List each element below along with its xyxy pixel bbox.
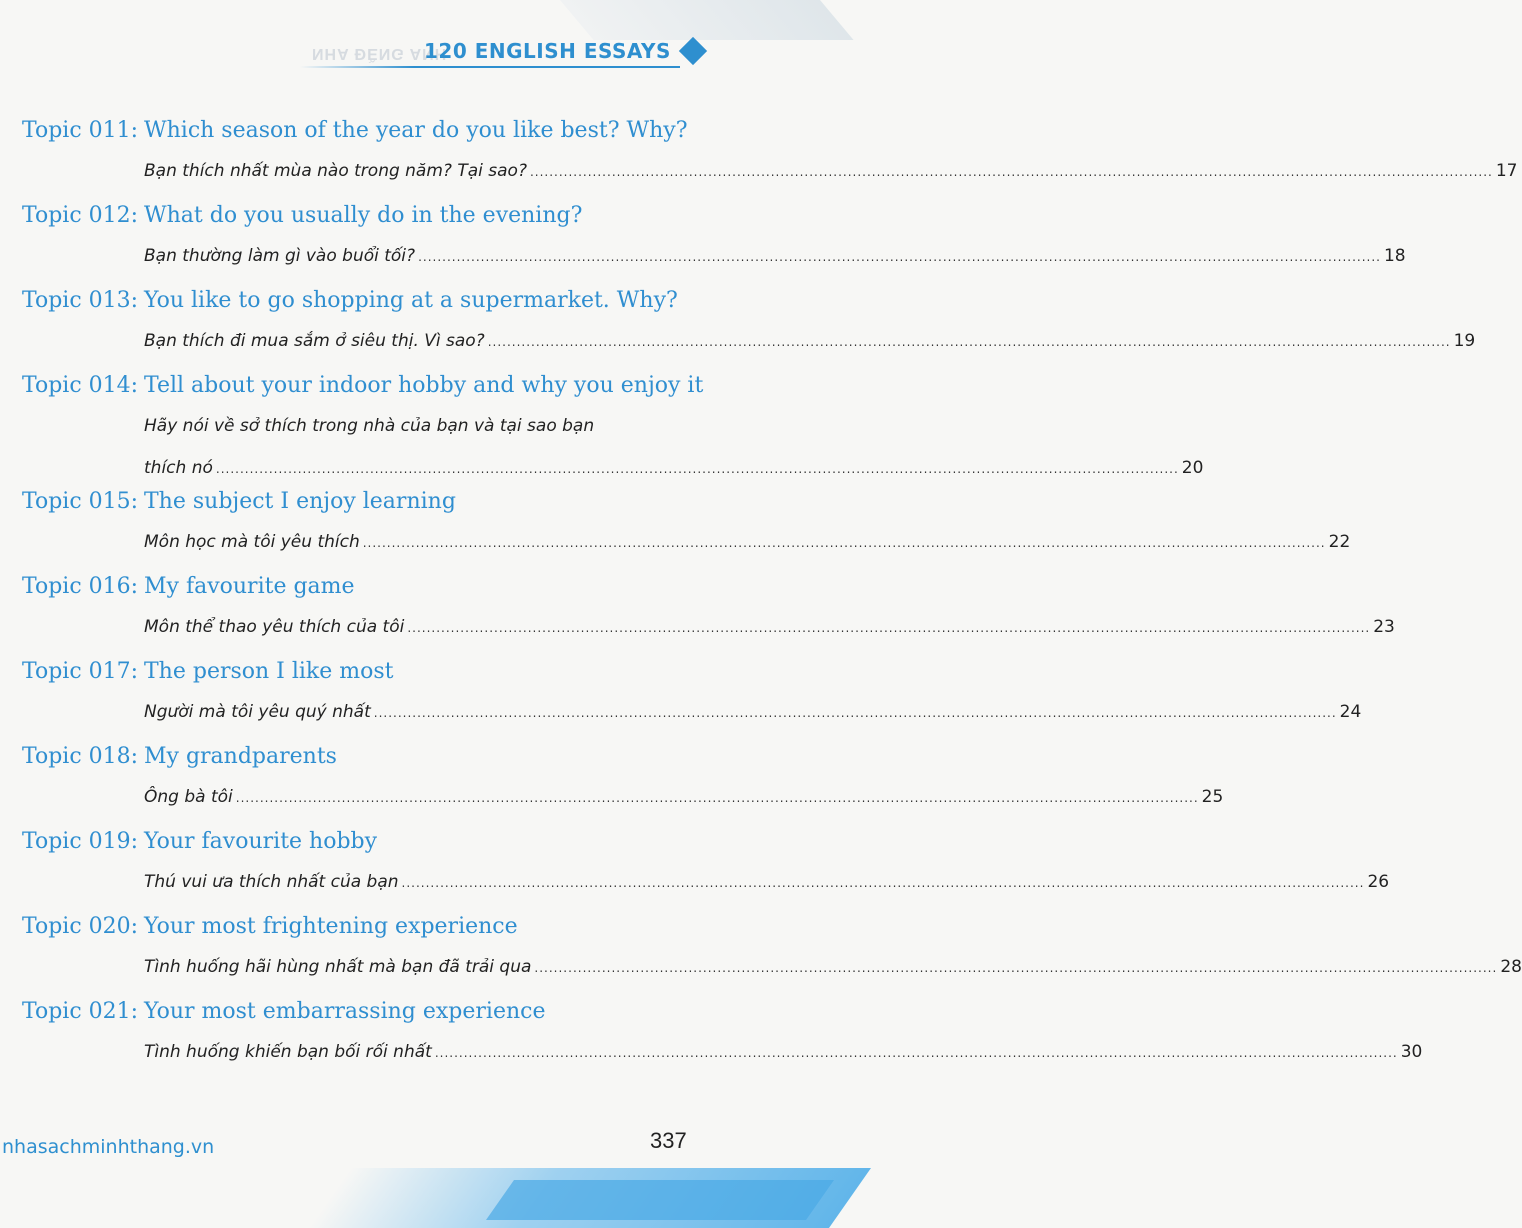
topic-title: Your favourite hobby (144, 829, 378, 854)
topic-number: Topic 021: (22, 999, 139, 1024)
toc-page-number: 18 (1383, 246, 1406, 266)
toc-page-number: 25 (1201, 787, 1224, 807)
topic-translation-line (144, 328, 1476, 355)
topic-title: Which season of the year do you like best? Why? (144, 118, 688, 143)
topic-number: Topic 013: (22, 288, 139, 313)
topic-translation-line (144, 699, 1362, 726)
translation-text: Tình huống khiến bạn bối rối nhất (144, 1042, 432, 1062)
toc-page-number: 30 (1400, 1042, 1423, 1062)
translation-text: Môn học mà tôi yêu thích (144, 532, 360, 552)
topic-title: What do you usually do in the evening? (144, 203, 583, 228)
toc-page-number: 20 (1181, 458, 1204, 478)
topic-translation-line (144, 1039, 1423, 1066)
topic-title: Tell about your indoor hobby and why you enjoy it (144, 373, 704, 398)
topic-heading (22, 912, 518, 942)
dot-leader: ........................................................................................................................................................................................................ (434, 1046, 1398, 1060)
topic-number: Topic 018: (22, 744, 139, 769)
topic-translation-line (144, 614, 1395, 641)
translation-text: Ông bà tôi (144, 787, 233, 807)
translation-text: Hãy nói về sở thích trong nhà của bạn và tại sao bạn (144, 416, 595, 436)
topic-number: Topic 015: (22, 489, 139, 514)
dot-leader: ........................................................................................................................................................................................................ (362, 536, 1326, 550)
topic-title: Your most embarrassing experience (144, 999, 546, 1024)
diamond-icon (679, 37, 707, 65)
topic-heading (22, 487, 456, 517)
header-rule (300, 66, 680, 68)
dot-leader: ........................................................................................................................................................................................................ (418, 250, 1381, 264)
dot-leader: ........................................................................................................................................................................................................ (401, 876, 1365, 890)
toc-page-number: 26 (1367, 872, 1390, 892)
translation-text: Bạn thường làm gì vào buổi tối? (144, 246, 416, 266)
topic-translation-line (144, 784, 1224, 811)
dot-leader: ........................................................................................................................................................................................................ (215, 462, 1179, 476)
corner-decoration (526, 0, 853, 40)
topic-heading (22, 572, 355, 602)
topic-translation-line (144, 869, 1390, 896)
topic-number: Topic 016: (22, 574, 139, 599)
topic-heading (22, 742, 337, 772)
toc-page-number: 17 (1495, 161, 1518, 181)
topic-title: The subject I enjoy learning (144, 489, 456, 514)
topic-heading (22, 371, 703, 401)
topic-heading (22, 116, 688, 146)
topic-title: My grandparents (144, 744, 337, 769)
topic-translation-line (144, 455, 1204, 482)
dot-leader: ........................................................................................................................................................................................................ (235, 791, 1199, 805)
topic-heading (22, 657, 394, 687)
topic-translation-line (144, 413, 696, 439)
header-ghost-text: NHA ĐỀNG ANH (312, 45, 448, 62)
topic-number: Topic 014: (22, 373, 139, 398)
dot-leader: ........................................................................................................................................................................................................ (373, 706, 1337, 720)
topic-heading (22, 286, 678, 316)
translation-text: Môn thể thao yêu thích của tôi (144, 617, 405, 637)
dot-leader: ........................................................................................................................................................................................................ (534, 961, 1498, 975)
dot-leader: ........................................................................................................................................................................................................ (487, 335, 1451, 349)
footer-band-decoration (486, 1180, 834, 1220)
translation-text: Người mà tôi yêu quý nhất (144, 702, 371, 722)
topic-number: Topic 019: (22, 829, 139, 854)
topic-translation-line (144, 243, 1406, 270)
topic-title: Your most frightening experience (144, 914, 518, 939)
toc-page-number: 22 (1328, 532, 1351, 552)
dot-leader: ........................................................................................................................................................................................................ (529, 165, 1493, 179)
toc-page-number: 19 (1453, 331, 1476, 351)
publisher-website: nhasachminhthang.vn (2, 1136, 215, 1158)
translation-text: Thú vui ưa thích nhất của bạn (144, 872, 399, 892)
translation-text: Bạn thích nhất mùa nào trong năm? Tại sao? (144, 161, 527, 181)
topic-title: The person I like most (144, 659, 394, 684)
topic-title: My favourite game (144, 574, 355, 599)
translation-text: thích nó (144, 458, 213, 478)
topic-heading (22, 827, 377, 857)
topic-heading (22, 997, 545, 1027)
topic-translation-line (144, 954, 1522, 981)
translation-text: Tình huống hãi hùng nhất mà bạn đã trải qua (144, 957, 532, 977)
topic-number: Topic 020: (22, 914, 139, 939)
topic-number: Topic 012: (22, 203, 139, 228)
topic-number: Topic 017: (22, 659, 139, 684)
toc-page-number: 24 (1339, 702, 1362, 722)
topic-number: Topic 011: (22, 118, 139, 143)
toc-page-number: 28 (1500, 957, 1522, 977)
translation-text: Bạn thích đi mua sắm ở siêu thị. Vì sao? (144, 331, 485, 351)
topic-title: You like to go shopping at a supermarket. Why? (144, 288, 678, 313)
running-header-title: 120 ENGLISH ESSAYS (424, 39, 671, 63)
topic-heading (22, 201, 582, 231)
toc-page-number: 23 (1373, 617, 1395, 637)
topic-translation-line (144, 529, 1351, 556)
dot-leader: ........................................................................................................................................................................................................ (407, 621, 1371, 635)
page-number: 337 (650, 1128, 687, 1153)
topic-translation-line (144, 158, 1518, 185)
